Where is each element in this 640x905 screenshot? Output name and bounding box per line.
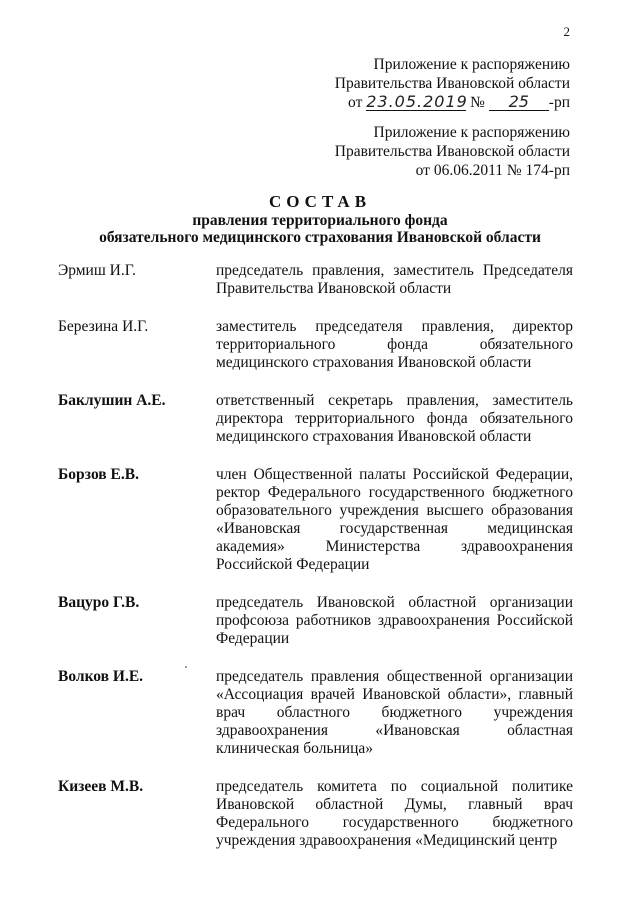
member-row — [58, 594, 573, 648]
page-number: 2 — [563, 24, 570, 39]
original-order-line1: Приложение к распоряжению — [373, 124, 570, 141]
document-subtitle-1: правления территориального фонда — [192, 212, 448, 229]
member-name: Березина И.Г. — [58, 318, 149, 335]
member-name: Волков И.Е. — [58, 668, 144, 685]
member-row — [58, 668, 573, 758]
member-description: председатель правления, заместитель Председателя Правительства Ивановской области — [216, 262, 573, 297]
member-row — [58, 318, 573, 372]
document-title: СОСТАВ — [268, 192, 372, 211]
member-row — [58, 392, 573, 446]
order-prefix: от — [348, 94, 363, 111]
document-subtitle-2: обязательного медицинского страхования Ивановской области — [99, 229, 541, 246]
member-description: член Общественной палаты Российской Федерации, ректор Федерального государственного бюджетного образовательного учреждения высшего образования «Ивановская государственная медицинская академия» Министерства здравоохранения Российской Федерации — [216, 466, 573, 573]
member-description: председатель комитета по социальной политике Ивановской областной Думы, главный врач Федерального государственного бюджетного учреждения здравоохранения «Медицинский центр — [216, 778, 573, 849]
member-name: Борзов Е.В. — [58, 466, 139, 483]
member-description: председатель Ивановской областной организации профсоюза работников здравоохранения Российской Федерации — [216, 594, 573, 647]
current-order-line1: Приложение к распоряжению — [373, 56, 570, 73]
member-name: Кизеев М.В. — [58, 778, 144, 795]
current-order-line3 — [335, 93, 570, 112]
member-name: Эрмиш И.Г. — [58, 262, 136, 279]
member-description: заместитель председателя правления, директор территориального фонда обязательного медицинского страхования Ивановской области — [216, 318, 573, 371]
original-order-line2: Правительства Ивановской области — [334, 143, 570, 160]
original-order-block — [335, 123, 570, 180]
member-description: председатель правления общественной организации «Ассоциация врачей Ивановской области», главный врач областного бюджетного учреждения здравоохранения «Ивановская областная клиническая больница» — [216, 668, 573, 757]
members-list — [58, 262, 573, 870]
current-order-line2: Правительства Ивановской области — [334, 75, 570, 92]
member-name: Баклушин А.Е. — [58, 392, 166, 409]
member-row — [58, 262, 573, 298]
member-row — [58, 778, 573, 850]
order-number-label: № — [470, 94, 485, 111]
original-order-line3: от 06.06.2011 № 174-рп — [415, 162, 570, 179]
handwritten-number: 25 — [489, 94, 549, 111]
member-row — [58, 466, 573, 574]
handwritten-date: 23.05.2019 — [366, 92, 468, 111]
member-name: Вацуро Г.В. — [58, 594, 140, 611]
member-description: ответственный секретарь правления, заместитель директора территориального фонда обязательного медицинского страхования Ивановской области — [216, 392, 573, 445]
current-order-block — [335, 55, 570, 112]
order-suffix: -рп — [548, 94, 570, 111]
scan-speck — [185, 666, 187, 668]
